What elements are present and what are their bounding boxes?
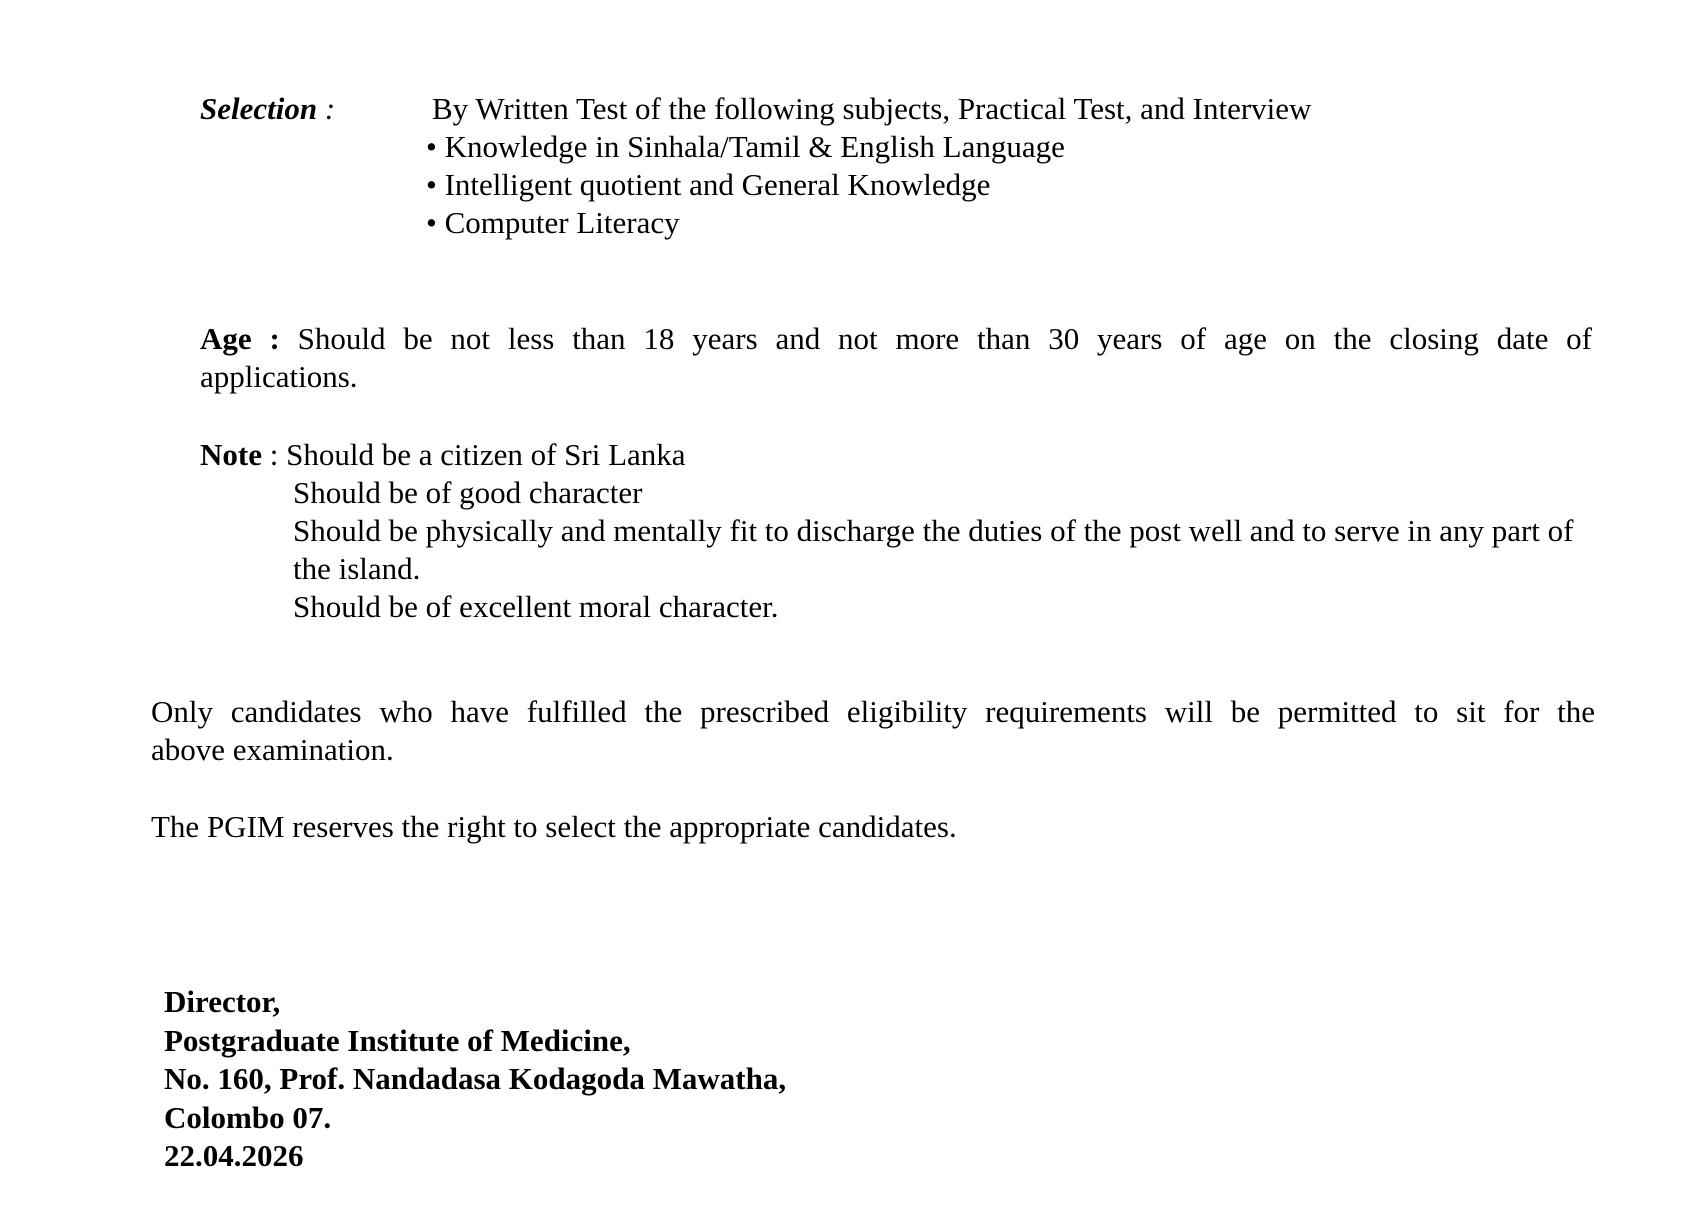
signature-institution: Postgraduate Institute of Medicine, <box>164 1022 631 1058</box>
note-list <box>293 474 1593 626</box>
age-label: Age : <box>200 321 280 356</box>
signature-address: No. 160, Prof. Nandadasa Kodagoda Mawatha, <box>164 1061 787 1096</box>
selection-colon: : <box>317 91 336 126</box>
signature-block <box>164 983 786 1176</box>
eligibility-line-1: Only candidates who have fulfilled the prescribed eligibility requirements will be permitted to sit for the <box>151 694 1595 729</box>
selection-label: Selection <box>200 91 318 126</box>
subject-item: • Intelligent quotient and General Knowledge <box>426 167 991 202</box>
subject-list <box>426 128 1065 242</box>
eligibility-paragraph <box>151 693 1595 769</box>
note-item: Should be of good character <box>293 475 643 510</box>
note-first-item: : Should be a citizen of Sri Lanka <box>261 437 686 472</box>
subject-item: • Computer Literacy <box>426 205 680 240</box>
note-label: Note <box>200 437 262 472</box>
note-item: Should be physically and mentally fit to discharge the duties of the post well and to serve in any part of the island. <box>293 513 1574 586</box>
subject-item: • Knowledge in Sinhala/Tamil & English Language <box>426 129 1065 164</box>
signature-date: 22.04.2026 <box>164 1138 304 1173</box>
note-item: Should be of excellent moral character. <box>293 589 779 624</box>
signature-city: Colombo 07. <box>164 1099 332 1135</box>
selection-heading <box>200 90 335 128</box>
age-line-1 <box>200 320 1592 358</box>
age-requirement <box>200 320 1592 396</box>
signature-title: Director, <box>164 984 281 1019</box>
reserve-paragraph: The PGIM reserves the right to select the appropriate candidates. <box>151 809 957 844</box>
note-heading <box>200 436 686 474</box>
age-line-2: applications. <box>200 359 358 394</box>
age-text: Should be not less than 18 years and not more than 30 years of age on the closing date of <box>279 321 1592 356</box>
eligibility-line-2: above examination. <box>151 732 394 767</box>
selection-intro: By Written Test of the following subjects, Practical Test, and Interview <box>432 91 1312 126</box>
